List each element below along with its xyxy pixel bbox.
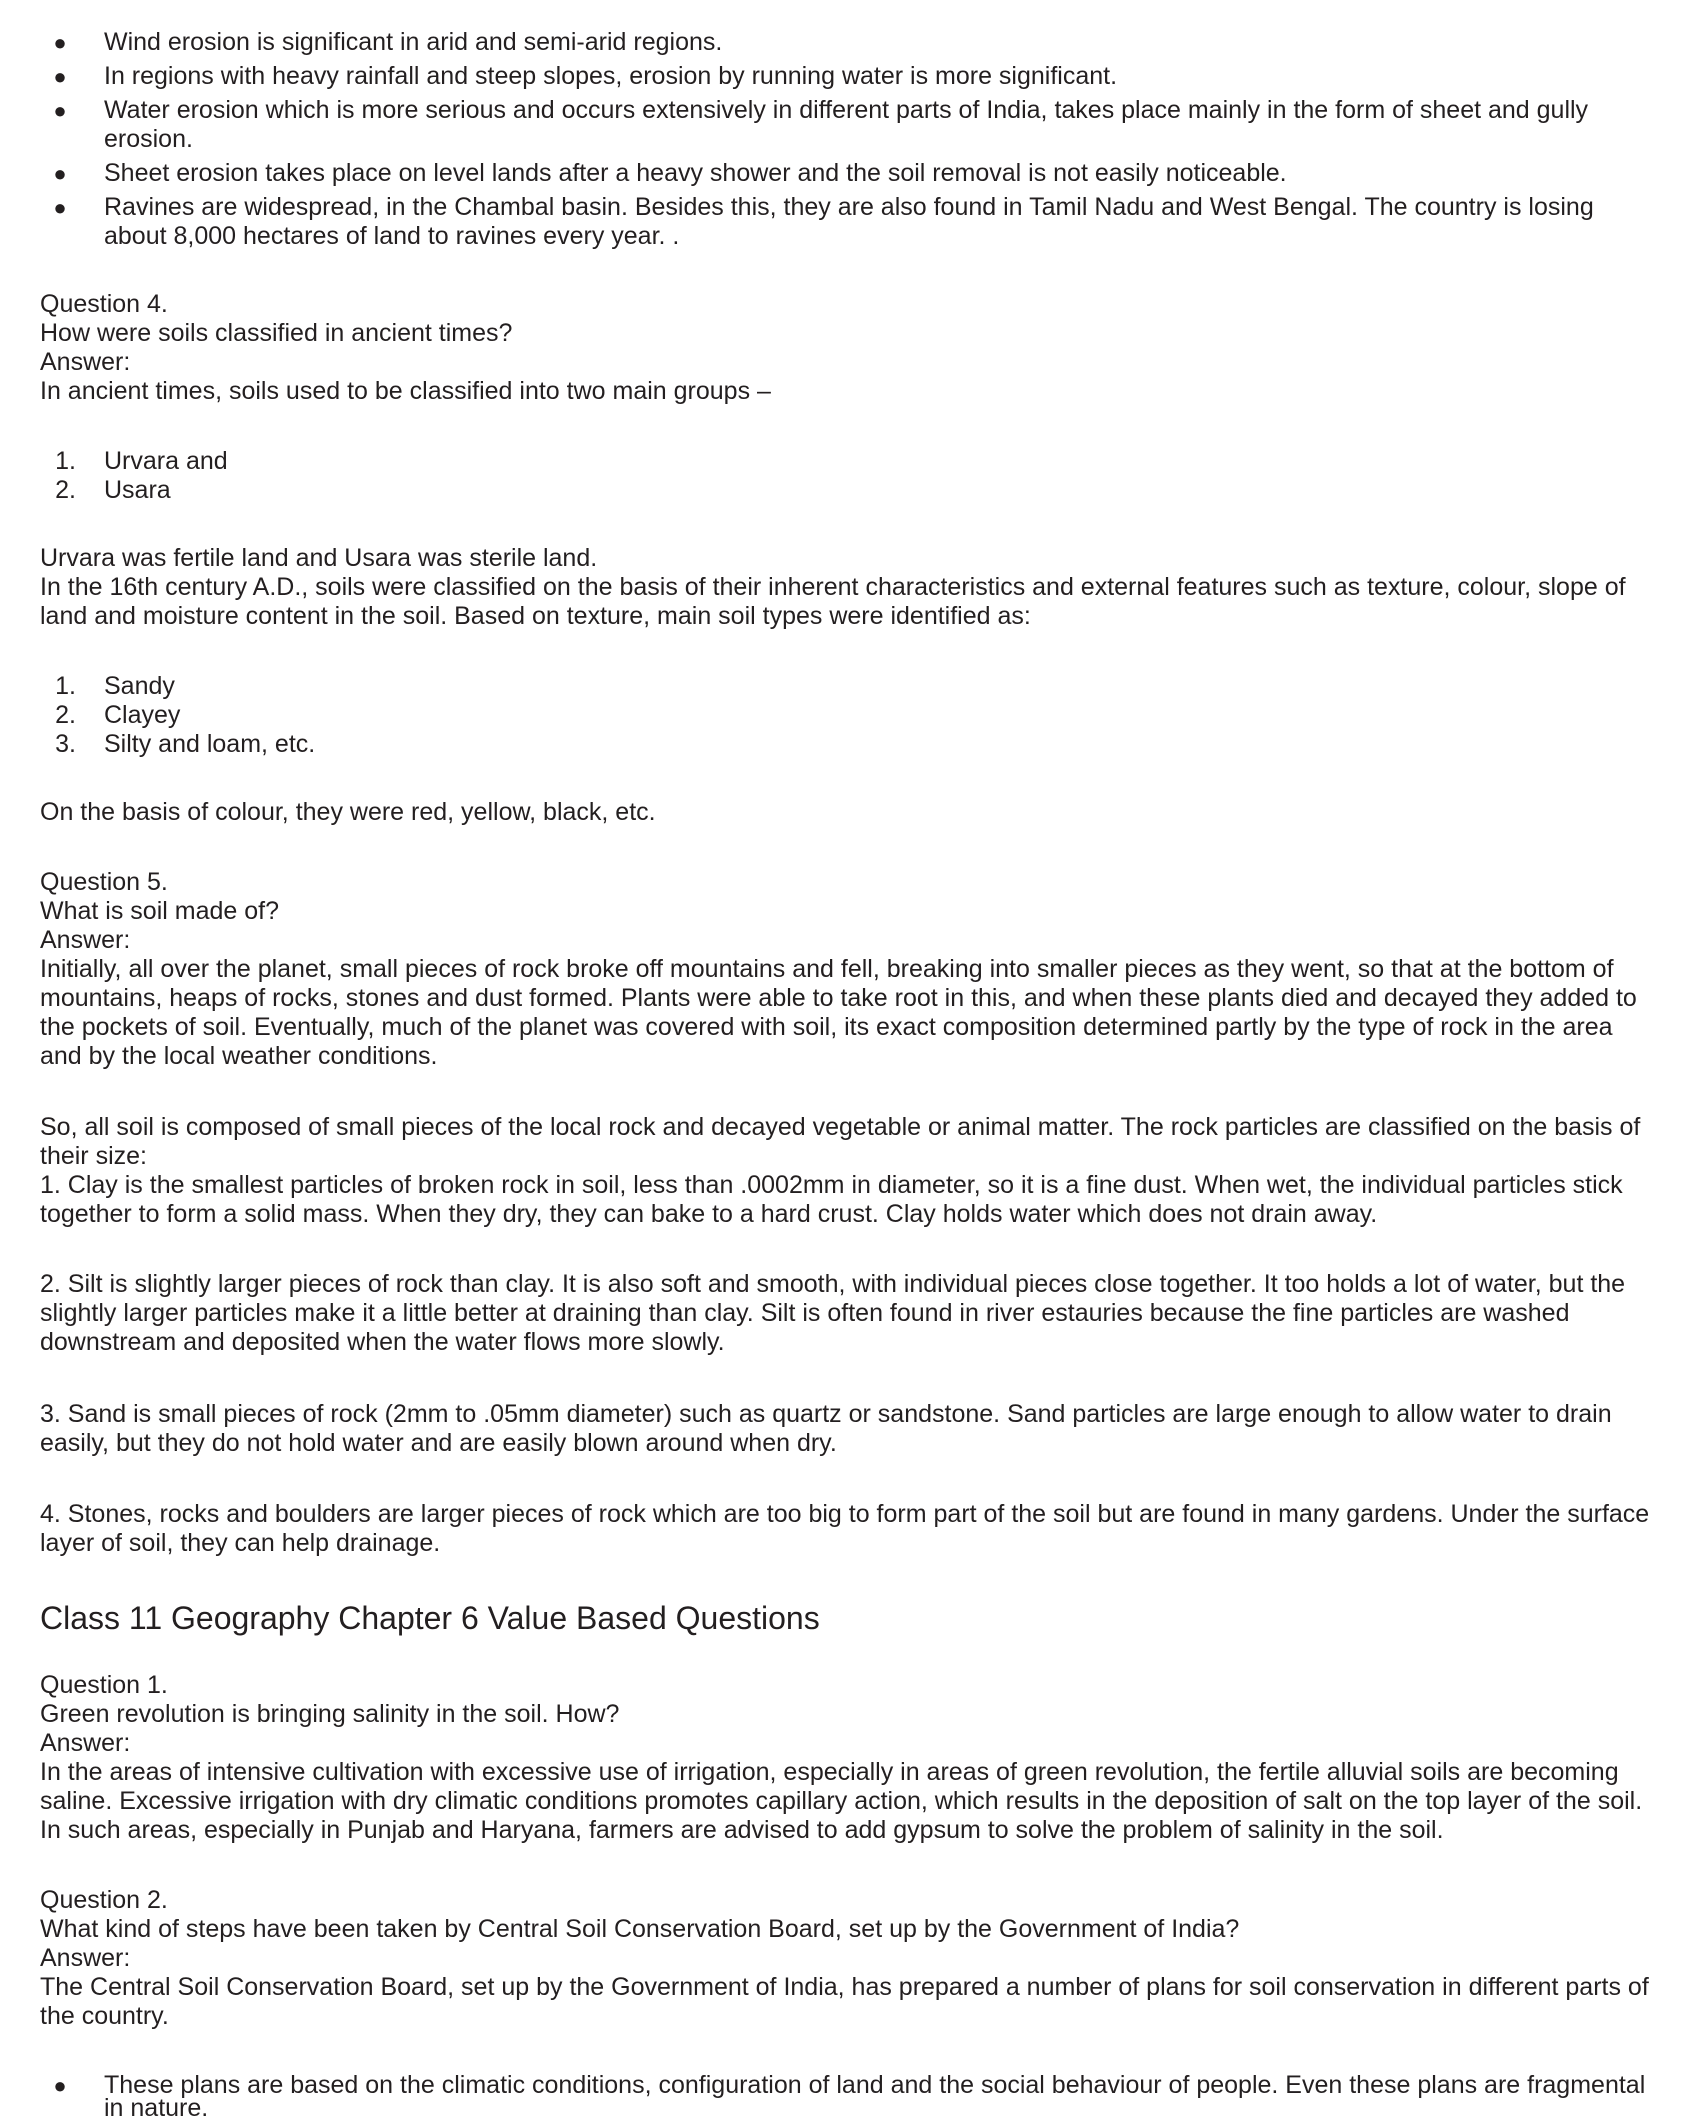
paragraph-line: and by the local weather conditions.: [40, 1042, 438, 1070]
paragraph-line: slightly larger particles make it a little better at draining than clay. Silt is often found in river estauries because the fine particles are washed: [40, 1299, 1570, 1327]
question-text: What kind of steps have been taken by Central Soil Conservation Board, set up by the Government of India?: [40, 1915, 1240, 1943]
bullet-marker: ●: [53, 2073, 67, 2098]
bullet-text: These plans are based on the climatic conditions, configuration of land and the social behaviour of people. Even these plans are fragmental: [104, 2071, 1646, 2099]
bullet-text: In regions with heavy rainfall and steep slopes, erosion by running water is more significant.: [104, 62, 1118, 90]
paragraph-line: In the 16th century A.D., soils were classified on the basis of their inherent characteristics and external features such as texture, colour, slope of: [40, 573, 1626, 601]
question-text: Green revolution is bringing salinity in the soil. How?: [40, 1700, 620, 1728]
answer-label: Answer:: [40, 926, 131, 954]
item-number: 1.: [55, 672, 76, 700]
paragraph-line: the pockets of soil. Eventually, much of the planet was covered with soil, its exact composition determined partly by the type of rock in the area: [40, 1013, 1613, 1041]
question-label: Question 4.: [40, 290, 168, 318]
section-heading: Class 11 Geography Chapter 6 Value Based Questions: [40, 1600, 820, 1636]
answer-label: Answer:: [40, 1729, 131, 1757]
item-text: Urvara and: [104, 447, 228, 475]
paragraph-line: 1. Clay is the smallest particles of broken rock in soil, less than .0002mm in diameter, so it is a fine dust. When wet, the individual particles stick: [40, 1171, 1623, 1199]
paragraph-line: saline. Excessive irrigation with dry climatic conditions promotes capillary action, which results in the deposition of salt on the top layer of the soil.: [40, 1787, 1643, 1815]
bullet-marker: ●: [53, 64, 67, 89]
bullet-text: Ravines are widespread, in the Chambal basin. Besides this, they are also found in Tamil Nadu and West Bengal. The country is losing: [104, 193, 1594, 221]
bullet-text: Sheet erosion takes place on level lands after a heavy shower and the soil removal is not easily noticeable.: [104, 159, 1287, 187]
paragraph-line: 3. Sand is small pieces of rock (2mm to .05mm diameter) such as quartz or sandstone. Sand particles are large enough to allow water to drain: [40, 1400, 1612, 1428]
paragraph-line: Initially, all over the planet, small pieces of rock broke off mountains and fell, breaking into smaller pieces as they went, so that at the bottom of: [40, 955, 1614, 983]
bullet-text: Water erosion which is more serious and occurs extensively in different parts of India, takes place mainly in the form of sheet and gully: [104, 96, 1589, 124]
item-number: 2.: [55, 701, 76, 729]
paragraph-line: together to form a solid mass. When they dry, they can bake to a hard crust. Clay holds water which does not drain away.: [40, 1200, 1378, 1228]
paragraph: Urvara was fertile land and Usara was sterile land.: [40, 544, 598, 572]
item-number: 1.: [55, 447, 76, 475]
paragraph-line: layer of soil, they can help drainage.: [40, 1529, 441, 1557]
item-text: Usara: [104, 476, 171, 504]
bullet-text-continued: erosion.: [104, 125, 193, 153]
bullet-marker: ●: [53, 30, 67, 55]
bullet-text-continued: in nature.: [104, 2094, 209, 2122]
bullet-text-continued: about 8,000 hectares of land to ravines every year. .: [104, 222, 680, 250]
question-text: How were soils classified in ancient times?: [40, 319, 513, 347]
item-number: 3.: [55, 730, 76, 758]
paragraph: On the basis of colour, they were red, yellow, black, etc.: [40, 798, 656, 826]
paragraph-line: downstream and deposited when the water flows more slowly.: [40, 1328, 725, 1356]
paragraph-line: 2. Silt is slightly larger pieces of rock than clay. It is also soft and smooth, with individual pieces close together. It too holds a lot of water, but the: [40, 1270, 1626, 1298]
item-text: Clayey: [104, 701, 181, 729]
paragraph-line: So, all soil is composed of small pieces of the local rock and decayed vegetable or animal matter. The rock particles are classified on the basis of: [40, 1113, 1641, 1141]
item-text: Silty and loam, etc.: [104, 730, 316, 758]
paragraph-line: In such areas, especially in Punjab and Haryana, farmers are advised to add gypsum to solve the problem of salinity in the soil.: [40, 1816, 1444, 1844]
paragraph-line: land and moisture content in the soil. Based on texture, main soil types were identified as:: [40, 602, 1031, 630]
bullet-marker: ●: [53, 161, 67, 186]
question-label: Question 2.: [40, 1886, 168, 1914]
paragraph-line: The Central Soil Conservation Board, set up by the Government of India, has prepared a number of plans for soil conservation in different parts of: [40, 1973, 1649, 2001]
paragraph-line: easily, but they do not hold water and are easily blown around when dry.: [40, 1429, 837, 1457]
question-label: Question 5.: [40, 868, 168, 896]
paragraph-line: their size:: [40, 1142, 147, 1170]
paragraph-line: the country.: [40, 2002, 169, 2030]
item-text: Sandy: [104, 672, 175, 700]
paragraph-line: 4. Stones, rocks and boulders are larger pieces of rock which are too big to form part of the soil but are found in many gardens. Under the surface: [40, 1500, 1650, 1528]
question-label: Question 1.: [40, 1671, 168, 1699]
paragraph-line: In the areas of intensive cultivation with excessive use of irrigation, especially in areas of green revolution, the fertile alluvial soils are becoming: [40, 1758, 1619, 1786]
bullet-marker: ●: [53, 195, 67, 220]
answer-label: Answer:: [40, 1944, 131, 1972]
item-number: 2.: [55, 476, 76, 504]
paragraph-line: mountains, heaps of rocks, stones and dust formed. Plants were able to take root in this, and when these plants died and decayed they added to: [40, 984, 1637, 1012]
bullet-marker: ●: [53, 98, 67, 123]
answer-text: In ancient times, soils used to be classified into two main groups –: [40, 377, 771, 405]
bullet-text: Wind erosion is significant in arid and semi-arid regions.: [104, 28, 723, 56]
answer-label: Answer:: [40, 348, 131, 376]
question-text: What is soil made of?: [40, 897, 279, 925]
